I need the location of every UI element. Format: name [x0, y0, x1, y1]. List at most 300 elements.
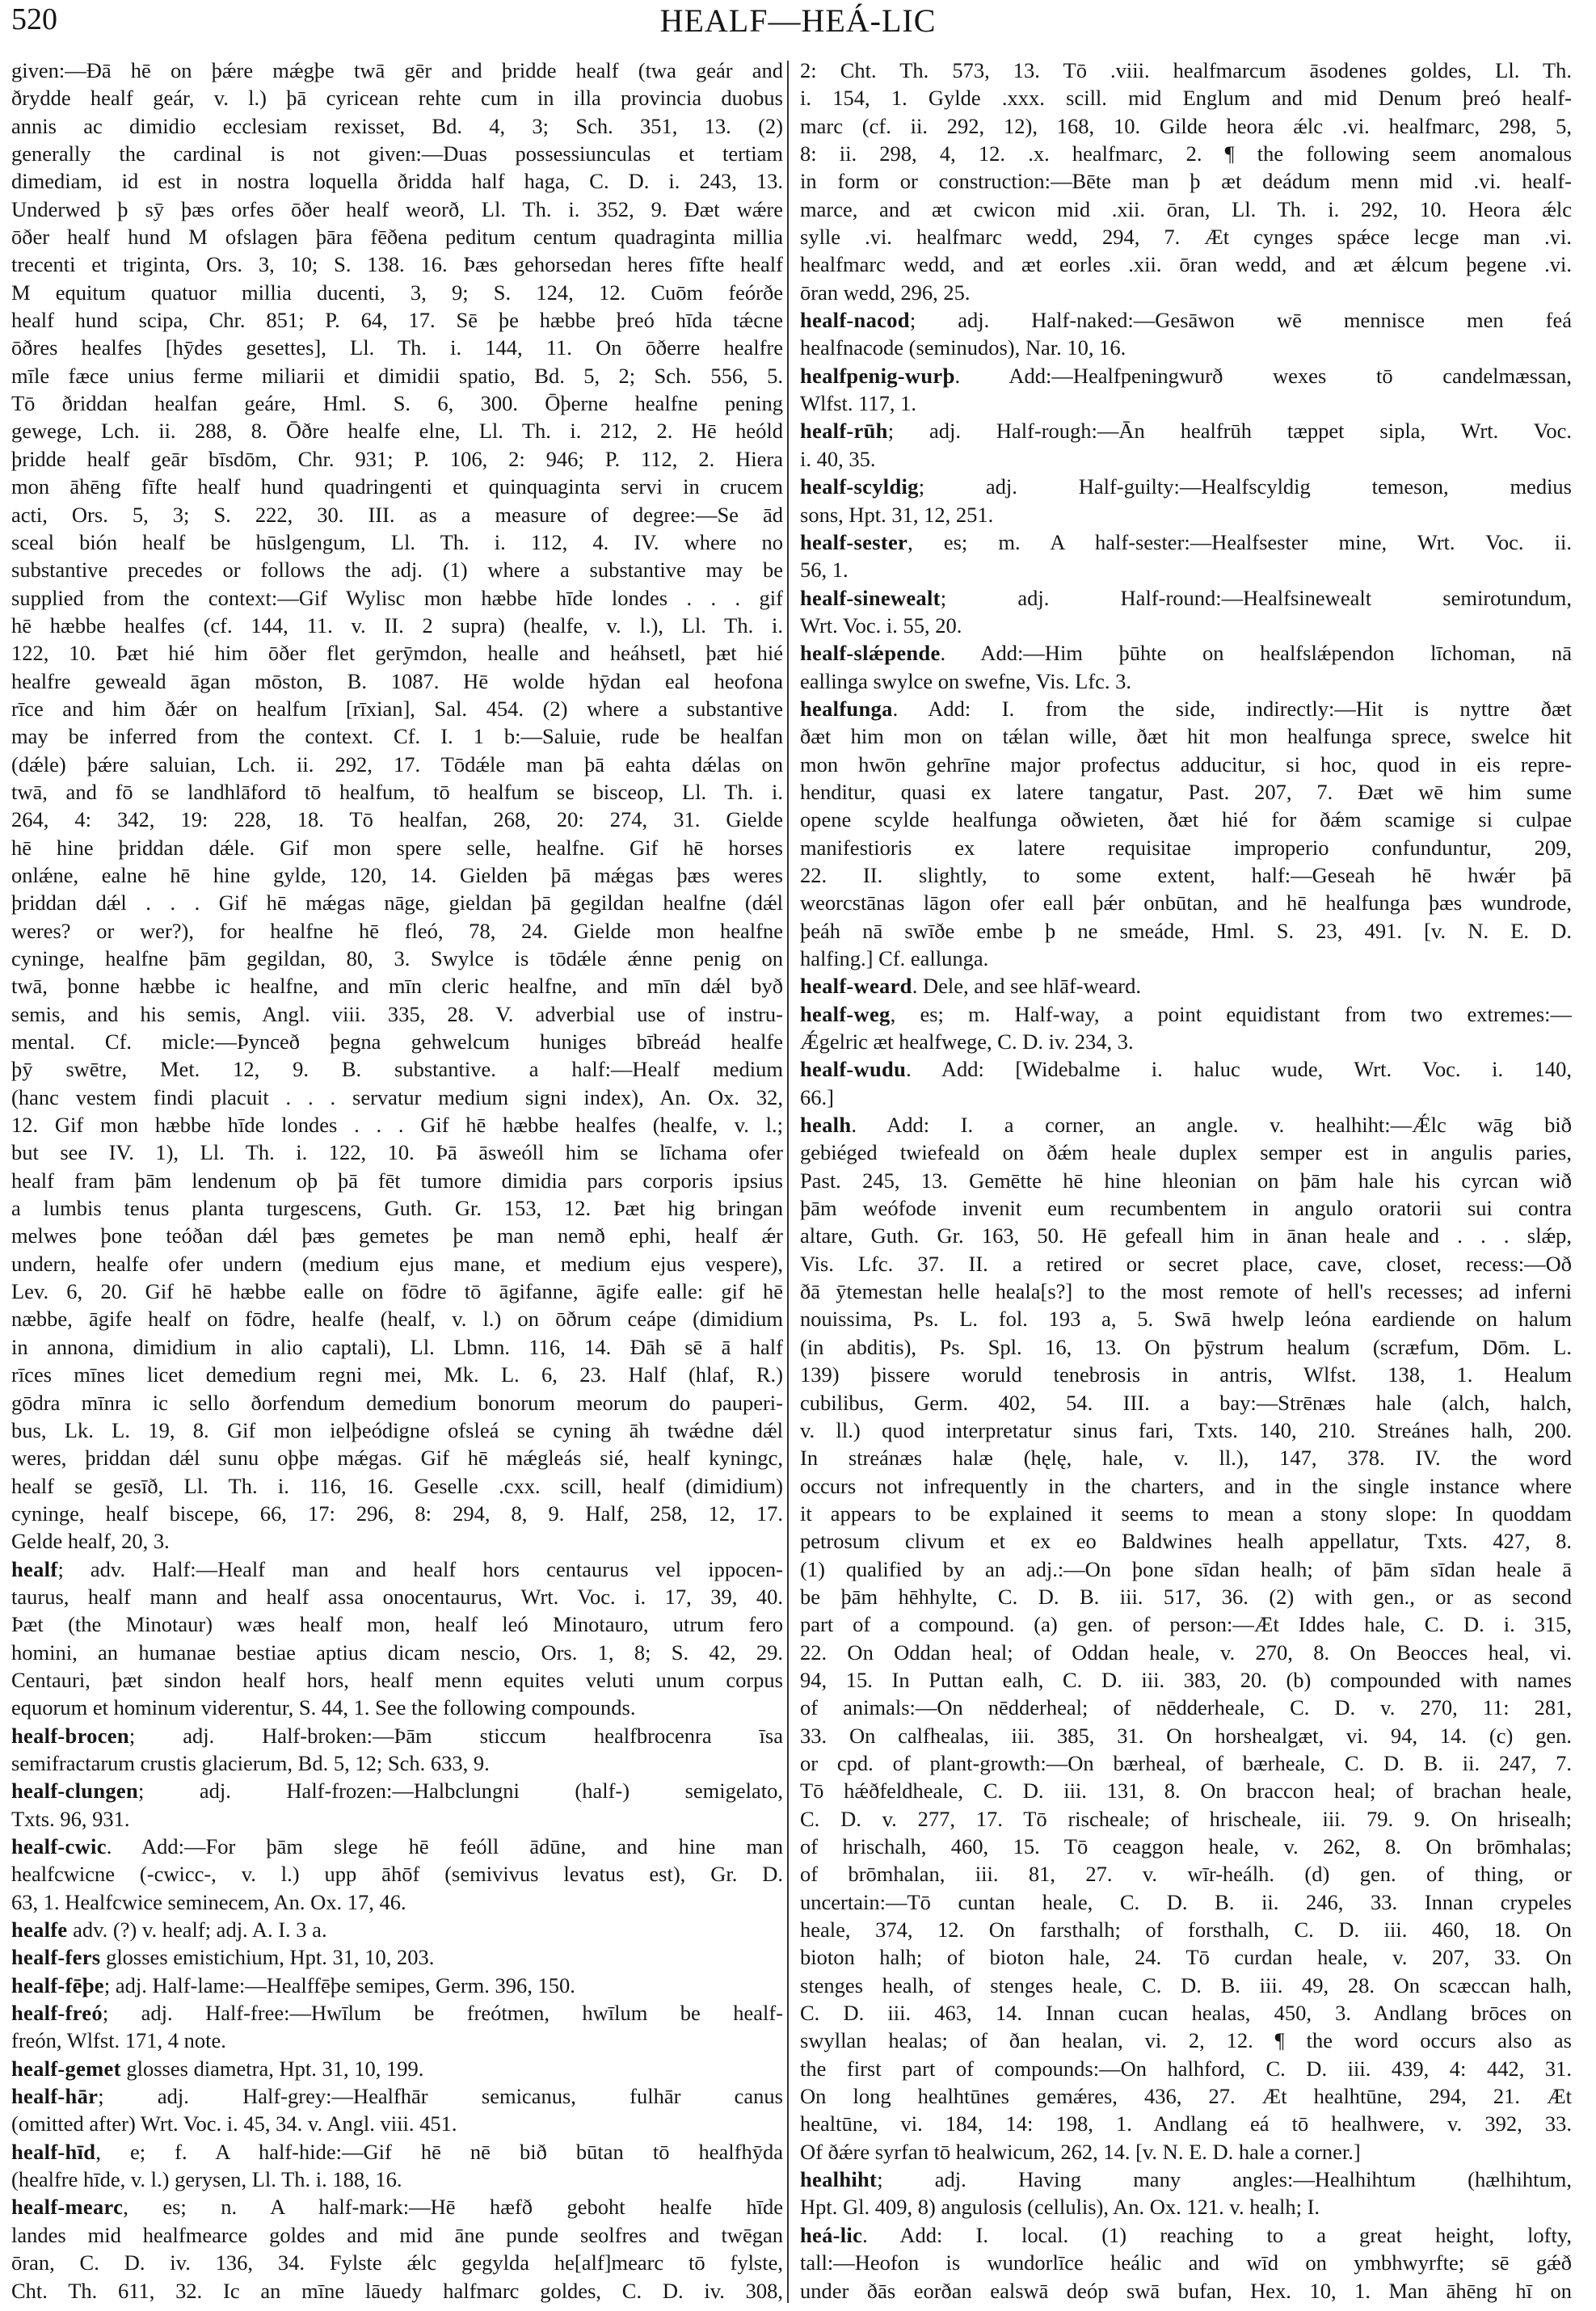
text-line	[800, 501, 1572, 528]
text-line	[11, 1139, 783, 1166]
line-text: healf hund scipa, Chr. 851; P. 64, 17. Sē þe hæbbe þreó hīda tǽcne	[11, 308, 783, 333]
text-line	[11, 612, 783, 639]
line-text: given:—Ðā hē on þǽre mǽgþe twā gēr and þridde healf (twa geár and	[11, 58, 783, 82]
line-text: twā, and fō se landhlāford tō healfum, tō healfum se bisceop, Ll. Th. i.	[11, 779, 783, 804]
line-text: ; adv. Half:—Healf man and healf hors centaurus vel ippocen-	[57, 1556, 783, 1581]
text-line	[800, 2138, 1572, 2166]
text-line	[11, 806, 783, 833]
text-line	[11, 250, 783, 278]
text-line	[11, 2166, 783, 2193]
line-text: ōran wedd, 296, 25.	[800, 280, 971, 305]
entry-headword-line	[11, 1555, 783, 1583]
text-line	[11, 196, 783, 223]
headword: healfpenig-wurþ	[800, 363, 955, 388]
line-text: manifestioris ex latere requisitae improperio confunduntur, 209,	[800, 835, 1572, 860]
line-text: healfre geweald āgan mōston, B. 1087. Hē wolde hȳdan eal heofona	[11, 668, 783, 693]
line-text: gebiéged twiefeald on ðǽm heale duplex semper est in angulis paries,	[800, 1140, 1572, 1165]
entry-headword-line	[800, 473, 1572, 500]
headword: healf-sester	[800, 529, 908, 554]
line-text: ; adj. Half-lame:—Healffēþe semipes, Germ. 396, 150.	[103, 1972, 575, 1997]
text-line	[11, 362, 783, 389]
line-text: twā, þonne hæbbe ic healfne, and mīn cleric healfne, and mīn dǽl byð	[11, 974, 783, 999]
line-text: Vis. Lfc. 37. II. a retired or secret place, cave, closet, recess:—Oð	[800, 1251, 1572, 1276]
line-text: On long healhtūnes gemǽres, 436, 27. Æt healhtūne, 294, 21. Æt	[800, 2084, 1572, 2109]
line-text: melwes þone teóðan dǽl þæs gemetes þe man nemð ephi, healf ǽr	[11, 1223, 783, 1248]
text-line	[800, 1139, 1572, 1166]
text-line	[11, 1111, 783, 1139]
line-text: þridde healf geār bīsdōm, Chr. 931; P. 106, 2: 946; P. 112, 2. Hiera	[11, 446, 783, 471]
line-text: in form or construction:—Bēte man þ æt deádum menn mid .vi. healf-	[800, 169, 1572, 194]
text-line	[800, 1250, 1572, 1278]
line-text: rīces mīnes licet demedium regni mei, Mk. L. 6, 23. Half (hlaf, R.)	[11, 1362, 783, 1387]
text-line	[800, 917, 1572, 945]
text-line	[800, 1472, 1572, 1500]
text-line	[800, 84, 1572, 112]
line-text: healfnacode (seminudos), Nar. 10, 16.	[800, 335, 1126, 360]
line-text: Tō ðriddan healfan geáre, Hml. S. 6, 300. Ōþerne healfne pening	[11, 391, 783, 416]
text-line	[11, 1361, 783, 1388]
text-line	[800, 1361, 1572, 1388]
text-line	[11, 1194, 783, 1222]
text-line	[11, 861, 783, 889]
text-line	[800, 2277, 1572, 2305]
line-text: (omitted after) Wrt. Voc. i. 45, 34. v. Angl. viii. 451.	[11, 2111, 457, 2136]
headword: healf-fēþe	[11, 1972, 104, 1997]
line-text: C. D. v. 277, 17. Tō rischeale; of hrischeale, iii. 79. 9. On hrisealh;	[800, 1806, 1572, 1831]
line-text: be þām hēhhylte, C. D. B. iii. 517, 36. (2) with gen., or as second	[800, 1584, 1572, 1609]
line-text: opene scylde healfunga oðwieten, ðæt hié for ðǽm scamige si culpae	[800, 807, 1572, 832]
line-text: Hpt. Gl. 409, 8) angulosis (cellulis), An. Ox. 121. v. healh; I.	[800, 2195, 1320, 2220]
line-text: Wlfst. 117, 1.	[800, 391, 917, 416]
line-text: ; adj. Half-round:—Healfsinewealt semirotundum,	[940, 585, 1572, 610]
headword: healf-slǽpende	[800, 641, 941, 666]
line-text: þriddan dǽl . . . Gif hē mǽgas nāge, gieldan þā gegildan healfne (dǽl	[11, 890, 783, 916]
line-text: or cpd. of plant-growth:—On bærheal, of bærheale, C. D. B. ii. 247, 7.	[800, 1750, 1572, 1775]
text-line	[11, 722, 783, 750]
text-line	[800, 1028, 1572, 1055]
line-text: sons, Hpt. 31, 12, 251.	[800, 502, 994, 527]
text-line	[11, 445, 783, 473]
line-text: occurs not infrequently in the charters, and in the single instance where	[800, 1473, 1572, 1498]
text-line	[800, 1444, 1572, 1471]
line-text: ðrydde healf geár, v. l.) þā cyricean rehte cum in illa provincia duobus	[11, 86, 783, 111]
text-line	[11, 1250, 783, 1278]
line-text: henditur, quasi ex latere tangatur, Past. 207, 7. Ðæt wē him sume	[800, 779, 1572, 804]
text-line	[800, 722, 1572, 750]
line-text: ; adj. Half-guilty:—Healfscyldig temeson, medius	[918, 474, 1572, 499]
line-text: glosses diametra, Hpt. 31, 10, 199.	[120, 2056, 424, 2081]
line-text: rīce and him ðǽr on healfum [rīxian], Sal. 454. (2) where a substantive	[11, 696, 783, 721]
line-text: weres? or wer?), for healfne hē fleó, 78, 24. Gielde mon healfne	[11, 918, 783, 943]
text-line	[800, 806, 1572, 833]
text-line	[800, 1777, 1572, 1804]
line-text: 8: ii. 298, 4, 12. .x. healfmarc, 2. ¶ the following seem anomalous	[800, 141, 1572, 166]
text-line	[800, 1416, 1572, 1444]
headword: healf-rūh	[800, 419, 888, 444]
text-line	[800, 861, 1572, 889]
text-line	[800, 1999, 1572, 2027]
headword: healf-weard	[800, 974, 912, 999]
line-text: i. 154, 1. Gylde .xxx. scill. mid Englum and mid Denum þreó healf-	[800, 86, 1572, 111]
headword: healfunga	[800, 696, 893, 721]
text-line	[11, 1222, 783, 1249]
line-text: healf fram þām lendenum oþ þā fēt tumore dimidia pars corporis ipsius	[11, 1168, 783, 1193]
text-line	[11, 223, 783, 250]
text-line	[11, 1389, 783, 1416]
headword: healf-scyldig	[800, 474, 919, 499]
text-line	[11, 1610, 783, 1638]
text-line	[800, 445, 1572, 473]
line-text: 264, 4: 342, 19: 228, 18. Tō healfan, 268, 20: 274, 31. Gielde	[11, 807, 783, 832]
line-text: þȳ swētre, Met. 12, 9. B. substantive. a half:—Healf medium	[11, 1057, 783, 1082]
line-text: petrosum clivum et ex eo Baldwines healh appellatur, Txts. 427, 8.	[800, 1529, 1572, 1554]
line-text: it appears to be explained it seems to mean a stony slope: In quoddam	[800, 1501, 1572, 1526]
line-text: i. 40, 35.	[800, 446, 876, 471]
headword: healf	[11, 1556, 58, 1581]
text-line	[800, 2193, 1572, 2220]
right-column	[800, 57, 1572, 2305]
entry-headword-line	[800, 306, 1572, 334]
line-text: cyninge, healf biscepe, 66, 17: 296, 8: 294, 8, 9. Half, 258, 12, 17.	[11, 1501, 783, 1526]
line-text: bioton halh; of bioton hale, 24. Tō curdan heale, v. 207, 33. On	[800, 1945, 1572, 1970]
line-text: Centauri, þæt sindon healf hors, healf menn equites veluti unum corpus	[11, 1667, 783, 1692]
text-line	[800, 1972, 1572, 1999]
line-text: onlǽne, ealne hē hine gylde, 120, 14. Gielden þā mǽgas þæs weres	[11, 862, 783, 887]
line-text: homini, an humanae bestiae aptius dicam nescio, Ors. 1, 8; S. 42, 29.	[11, 1640, 783, 1665]
text-line	[800, 2110, 1572, 2137]
text-line	[800, 1527, 1572, 1555]
line-text: heale, 374, 12. On farsthalh; of forsthalh, C. D. iii. 460, 18. On	[800, 1917, 1572, 1943]
text-line	[11, 279, 783, 306]
headword: heá-lic	[800, 2222, 863, 2247]
line-text: In streánæs halæ (hęlę, hale, v. ll.), 147, 378. IV. the word	[800, 1446, 1572, 1471]
text-line	[800, 2082, 1572, 2110]
text-line	[800, 2249, 1572, 2276]
line-text: taurus, healf mann and healf assa onocentaurus, Wrt. Voc. i. 17, 39, 40.	[11, 1584, 783, 1609]
line-text: Þæt (the Minotaur) wæs healf mon, healf leó Minotauro, utrum fero	[11, 1612, 783, 1637]
text-line	[11, 1084, 783, 1111]
text-line	[800, 167, 1572, 195]
entry-headword-line	[11, 2138, 783, 2166]
text-line	[11, 2249, 783, 2276]
headword: healf-gemet	[11, 2056, 121, 2081]
text-line	[800, 1833, 1572, 1860]
line-text: sceal bión healf be hūslgengum, Ll. Th. i. 112, 4. IV. where no	[11, 529, 783, 554]
line-text: mīle fæce unius ferme miliarii et dimidii spatio, Bd. 5, 2; Sch. 556, 5.	[11, 363, 783, 388]
line-text: of animals:—On nēdderheal; of nēdderheale, C. D. v. 270, 11: 281,	[800, 1695, 1572, 1720]
headword: healf-hīd	[11, 2139, 96, 2164]
text-line	[11, 1444, 783, 1471]
line-text: hē hæbbe healfes (cf. 144, 11. v. II. 2 supra) (healfe, v. l.), Ll. Th. i.	[11, 612, 783, 638]
entry-headword-line	[800, 2221, 1572, 2249]
line-text: cubilibus, Germ. 402, 54. III. a bay:—Strēnæs hale (alch, halch,	[800, 1390, 1572, 1415]
text-line	[800, 1278, 1572, 1305]
entry-headword-line	[11, 2193, 783, 2220]
line-text: , es; n. A half-mark:—Hē hæfð geboht healfe hīde	[123, 2195, 783, 2220]
line-text: generally the cardinal is not given:—Duas possessiunculas et tertiam	[11, 141, 783, 166]
page-number: 520	[11, 2, 57, 36]
headword: healf-fers	[11, 1945, 101, 1970]
text-line	[11, 556, 783, 583]
entry-headword-line	[800, 639, 1572, 667]
line-text: 12. Gif mon hæbbe hīde londes . . . Gif hē hæbbe healfes (healfe, v. l.;	[11, 1113, 783, 1138]
text-line	[11, 834, 783, 861]
text-line	[800, 1389, 1572, 1416]
line-text: in annona, dimidium in alio captali), Ll. Lbmn. 116, 14. Ðāh sē ā half	[11, 1334, 783, 1359]
entry-headword-line	[800, 417, 1572, 444]
text-line	[11, 57, 783, 84]
line-text: Underwed þ sȳ þæs orfes ōðer healf weorð, Ll. Th. i. 352, 9. Ðæt wǽre	[11, 196, 783, 221]
text-line	[11, 584, 783, 612]
line-text: v. ll.) quod interpretatur sinus fari, Txts. 140, 210. Streánes halh, 200.	[800, 1417, 1572, 1442]
text-line	[800, 1805, 1572, 1833]
text-line	[800, 1194, 1572, 1222]
text-line	[11, 1028, 783, 1055]
line-text: . Add: I. a corner, an angle. v. healhiht:—Ǽlc wāg bið	[851, 1113, 1572, 1138]
line-text: 2: Cht. Th. 573, 13. Tō .viii. healfmarcum āsodenes goldes, Ll. Th.	[800, 58, 1572, 82]
line-text: eallinga swylce on swefne, Vis. Lfc. 3.	[800, 668, 1132, 693]
text-line	[800, 57, 1572, 84]
line-text: ; adj. Half-free:—Hwīlum be freótmen, hwīlum be healf-	[102, 2001, 783, 2026]
line-text: but see IV. 1), Ll. Th. i. 122, 10. Þā āsweóll him se līchama ofer	[11, 1140, 783, 1165]
text-line	[800, 1333, 1572, 1361]
line-text: of brōmhalan, iii. 81, 27. v. wīr-heálh. (d) gen. of thing, or	[800, 1862, 1572, 1887]
text-line	[11, 1500, 783, 1527]
line-text: mental. Cf. micle:—Þynceð þegna gehwelcum huniges bībreád healfe	[11, 1029, 783, 1054]
line-text: the first part of compounds:—On halhford, C. D. iii. 439, 4: 442, 31.	[800, 2056, 1572, 2081]
text-line	[11, 2110, 783, 2137]
entry-headword-line	[800, 695, 1572, 722]
line-text: part of a compound. (a) gen. of person:—Æt Iddes hale, C. D. i. 315,	[800, 1612, 1572, 1637]
line-text: sylle .vi. healfmarc wedd, 294, 7. Æt cynges spǽce lecge man .vi.	[800, 225, 1572, 250]
headword: healfe	[11, 1917, 68, 1943]
line-text: glosses emistichium, Hpt. 31, 10, 203.	[100, 1945, 435, 1970]
line-text: healfmarc wedd, and æt eorles .xii. ōran wedd, and æt ǽlcum þegene .vi.	[800, 252, 1572, 277]
line-text: C. D. iii. 463, 14. Innan cucan healas, 450, 3. Andlang brōces on	[800, 2001, 1572, 2026]
entry-headword-line	[800, 1055, 1572, 1083]
line-text: semifractarum crustis glacierum, Bd. 5, 12; Sch. 633, 9.	[11, 1750, 490, 1775]
entry-headword-line	[11, 1972, 783, 1999]
text-line	[800, 389, 1572, 417]
line-text: mon hwōn gehrīne major profectus adducitur, si hoc, quod in eis repre-	[800, 751, 1572, 777]
text-line	[800, 1666, 1572, 1694]
line-text: ; adj. Half-naked:—Gesāwon wē mennisce men feá	[909, 308, 1572, 333]
headword: healf-mearc	[11, 2195, 124, 2220]
text-line	[800, 1943, 1572, 1971]
text-line	[11, 972, 783, 1000]
line-text: gewege, Lch. ii. 288, 8. Ōðre healfe elne, Ll. Th. i. 212, 2. Hē heóld	[11, 419, 783, 444]
text-line	[800, 112, 1572, 140]
entry-headword-line	[11, 1722, 783, 1749]
line-text: ōðres healfes [hȳdes gesettes], Ll. Th. i. 144, 11. On ōðerre healfre	[11, 335, 783, 360]
line-text: cyninge, healfne þām gegildan, 80, 3. Swylce is tōdǽle ǽnne penig on	[11, 946, 783, 970]
line-text: stenges healh, of stenges heale, C. D. B. iii. 49, 28. On scæccan halh,	[800, 1972, 1572, 1997]
line-text: Cht. Th. 611, 32. Ic an mīne lāuedy halfmarc goldes, C. D. iv. 308,	[11, 2278, 783, 2303]
line-text: landes mid healfmearce goldes and mid āne punde seolfres and twēgan	[11, 2222, 783, 2247]
entry-headword-line	[11, 1916, 783, 1943]
text-line	[11, 528, 783, 556]
headword: healf-nacod	[800, 308, 910, 333]
line-text: semis, and his semis, Angl. viii. 335, 28. V. adverbial use of instru-	[11, 1001, 783, 1026]
line-text: 94, 15. In Puttan ealh, C. D. iii. 383, 20. (b) compounded with names	[800, 1667, 1572, 1692]
line-text: adv. (?) v. healf; adj. A. I. 3 a.	[67, 1917, 327, 1943]
line-text: (in abditis), Ps. Spl. 16, 13. On þȳstrum healum (scræfum, Dōm. L.	[800, 1334, 1572, 1359]
text-line	[800, 1222, 1572, 1249]
line-text: swyllan healas; of ðan healan, vi. 2, 12. ¶ the word occurs also as	[800, 2028, 1572, 2053]
line-text: dimediam, id est in nostra loquella ðridda half haga, C. D. i. 243, 13.	[11, 169, 783, 194]
text-line	[11, 1055, 783, 1083]
line-text: 56, 1.	[800, 558, 849, 583]
line-text: undern, healfe ofer undern (medium ejus mane, et medium ejus vespere),	[11, 1251, 783, 1276]
line-text: , es; m. A half-sester:—Healfsester mine, Wrt. Voc. ii.	[907, 529, 1572, 554]
text-line	[800, 1167, 1572, 1194]
line-text: healf se gesīð, Ll. Th. i. 116, 16. Geselle .cxx. scill, healf (dimidium)	[11, 1473, 783, 1498]
text-line	[11, 501, 783, 528]
text-line	[11, 917, 783, 945]
line-text: of hrischalh, 460, 15. Tō ceaggon heale, v. 262, 8. On brōmhalas;	[800, 1834, 1572, 1858]
line-text: . Dele, and see hlāf-weard.	[912, 974, 1141, 999]
line-text: 22. On Oddan heal; of Oddan heale, v. 270, 8. On Beocces heal, vi.	[800, 1640, 1572, 1665]
headword: healhiht	[800, 2167, 878, 2192]
line-text: healfcwicne (-cwicc-, v. l.) upp āhōf (semivivus levatus est), Gr. D.	[11, 1862, 783, 1887]
line-text: 139) þissere woruld tenebrosis in antris, Wlfst. 138, 1. Healum	[800, 1362, 1572, 1387]
line-text: ; adj. Having many angles:—Healhihtum (hælhihtum,	[877, 2167, 1572, 2192]
text-line	[800, 1694, 1572, 1721]
text-line	[800, 223, 1572, 250]
line-text: uncertain:—Tō cuntan heale, C. D. B. ii. 246, 33. Innan crypeles	[800, 1889, 1572, 1914]
line-text: ; adj. Half-frozen:—Halbclungni (half-) semigelato,	[138, 1779, 783, 1804]
line-text: Past. 245, 13. Gemētte hē hine hleonian on þām hale his cyrcan wið	[800, 1168, 1572, 1193]
entry-headword-line	[800, 1000, 1572, 1028]
column-divider	[787, 61, 789, 2303]
entry-headword-line	[11, 2055, 783, 2082]
text-line	[800, 667, 1572, 695]
text-line	[800, 1860, 1572, 1888]
entry-headword-line	[800, 362, 1572, 389]
line-text: . Add:—Healfpeningwurð wexes tō candelmæssan,	[954, 363, 1572, 388]
line-text: ðā ȳtemestan helle heala[s?] to the most remote of hell's recesses; ad inferni	[800, 1279, 1572, 1304]
line-text: . Add: [Widebalme i. haluc wude, Wrt. Voc. i. 140,	[906, 1057, 1572, 1082]
headword: healf-cwic	[11, 1834, 107, 1858]
text-line	[800, 1916, 1572, 1943]
line-text: ; adj. Half-rough:—Ān healfrūh tæppet sipla, Wrt. Voc.	[887, 419, 1572, 444]
line-text: annis ac dimidio ecclesiam rexisset, Bd. 4, 3; Sch. 351, 13. (2)	[11, 113, 783, 138]
line-text: næbbe, āgife healf on fōdre, healfe (healf, v. l.) on ōðrum ceápe (dimidium	[11, 1307, 783, 1332]
text-line	[11, 1694, 783, 1721]
entry-headword-line	[800, 528, 1572, 556]
line-text: bus, Lk. L. 19, 8. Gif mon ielþeódigne ofsleá se cyning āh twǽdne dǽl	[11, 1417, 783, 1442]
text-line	[11, 1583, 783, 1610]
text-line	[800, 751, 1572, 778]
line-text: 66.]	[800, 1084, 834, 1109]
text-line	[11, 1888, 783, 1916]
text-line	[11, 1305, 783, 1332]
entry-headword-line	[800, 584, 1572, 612]
text-line	[11, 1749, 783, 1777]
line-text: Lev. 6, 20. Gif hē hæbbe ealle on fōdre tō āgifanne, āgife ealle: gif hē	[11, 1279, 783, 1304]
text-line	[11, 2027, 783, 2054]
text-line	[11, 2277, 783, 2305]
line-text: ōðer healf hund M ofslagen þāra fēðena peditum centum quadraginta millia	[11, 225, 783, 250]
text-line	[800, 834, 1572, 861]
line-text: gōdra mīnra ic sello ðorfendum demedium bonorum meorum do pauperi-	[11, 1390, 783, 1415]
text-line	[11, 695, 783, 722]
line-text: M equitum quatuor millia ducenti, 3, 9; S. 124, 12. Cuōm feórðe	[11, 280, 783, 305]
text-line	[800, 140, 1572, 167]
text-line	[11, 1000, 783, 1028]
line-text: þām weófode invenit eum recumbentem in angulo oratorii sui contra	[800, 1196, 1572, 1221]
text-line	[11, 1167, 783, 1194]
line-text: a lumbis tenus planta turgescens, Guth. Gr. 153, 12. Þæt hig bringan	[11, 1196, 783, 1221]
line-text: 33. On calfhealas, iii. 385, 31. On horshealgæt, vi. 94, 14. (c) gen.	[800, 1723, 1572, 1748]
headword: healf-hār	[11, 2084, 99, 2109]
text-line	[11, 334, 783, 361]
line-text: marc (cf. ii. 292, 12), 168, 10. Gilde heora ǽlc .vi. healfmarc, 298, 5,	[800, 113, 1572, 138]
headword: healf-freó	[11, 2001, 103, 2026]
line-text: Wrt. Voc. i. 55, 20.	[800, 612, 962, 638]
line-text: ðæt him mon on tǽlan wille, ðæt hit mon healfunga sprece, swelce hit	[800, 724, 1572, 749]
text-line	[800, 1555, 1572, 1583]
text-line	[11, 639, 783, 667]
line-text: equorum et hominum viderentur, S. 44, 1. See the following compounds.	[11, 1695, 636, 1720]
text-line	[11, 1333, 783, 1361]
line-text: 22. II. slightly, to some extent, half:—Geseah hē hwǽr þā	[800, 862, 1572, 887]
text-line	[800, 1500, 1572, 1527]
text-line	[800, 279, 1572, 306]
text-line	[11, 1639, 783, 1666]
line-text: hē hine þriddan dǽle. Gif mon spere selle, healfne. Gif hē horses	[11, 835, 783, 860]
left-column	[11, 57, 783, 2305]
text-line	[11, 889, 783, 916]
text-line	[800, 1749, 1572, 1777]
line-text: . Add:—For þām slege hē feóll ādūne, and hine man	[106, 1834, 783, 1858]
text-line	[11, 1805, 783, 1833]
text-line	[11, 112, 783, 140]
line-text: marce, and æt cwicon mid .xii. ōran, Ll. Th. i. 292, 10. Heora ǽlc	[800, 196, 1572, 221]
line-text: Ǽgelric æt healfwege, C. D. iv. 234, 3.	[800, 1029, 1134, 1054]
entry-headword-line	[800, 972, 1572, 1000]
text-line	[800, 1888, 1572, 1916]
line-text: ; adj. Half-broken:—Þām sticcum healfbrocenra īsa	[128, 1723, 783, 1748]
text-line	[800, 556, 1572, 583]
text-line	[11, 306, 783, 334]
line-text: Tō hǽðfeldheale, C. D. iii. 131, 8. On braccon heal; of brachan heale,	[800, 1779, 1572, 1804]
text-line	[800, 612, 1572, 639]
text-line	[800, 1639, 1572, 1666]
line-text: healtūne, vi. 184, 14: 198, 1. Andlang eá tō healhwere, v. 392, 33.	[800, 2111, 1572, 2136]
text-line	[11, 1860, 783, 1888]
text-line	[800, 334, 1572, 361]
line-text: Txts. 96, 931.	[11, 1806, 130, 1831]
entry-headword-line	[11, 1833, 783, 1860]
running-head: HEALF—HEÁ-LIC	[659, 2, 937, 39]
text-line	[11, 1278, 783, 1305]
headword: healf-sinewealt	[800, 585, 941, 610]
line-text: weres, þriddan dǽl sunu oþþe mǽgas. Gif hē mǽgleás sié, healf kyningc,	[11, 1446, 783, 1471]
text-line	[11, 140, 783, 167]
headword: healf-weg	[800, 1001, 891, 1026]
text-line	[800, 2055, 1572, 2082]
text-line	[800, 250, 1572, 278]
entry-headword-line	[800, 1111, 1572, 1139]
text-line	[11, 2221, 783, 2249]
text-line	[11, 1472, 783, 1500]
text-line	[800, 1583, 1572, 1610]
text-line	[11, 389, 783, 417]
line-text: altare, Guth. Gr. 163, 50. Hē gefeall him in ānan heale and . . . slǽp,	[800, 1223, 1572, 1248]
line-text: under ðās eorðan ealswā deóp swā bufan, Hex. 10, 1. Man āhēng hī on	[800, 2278, 1572, 2303]
entry-headword-line	[11, 1943, 783, 1971]
